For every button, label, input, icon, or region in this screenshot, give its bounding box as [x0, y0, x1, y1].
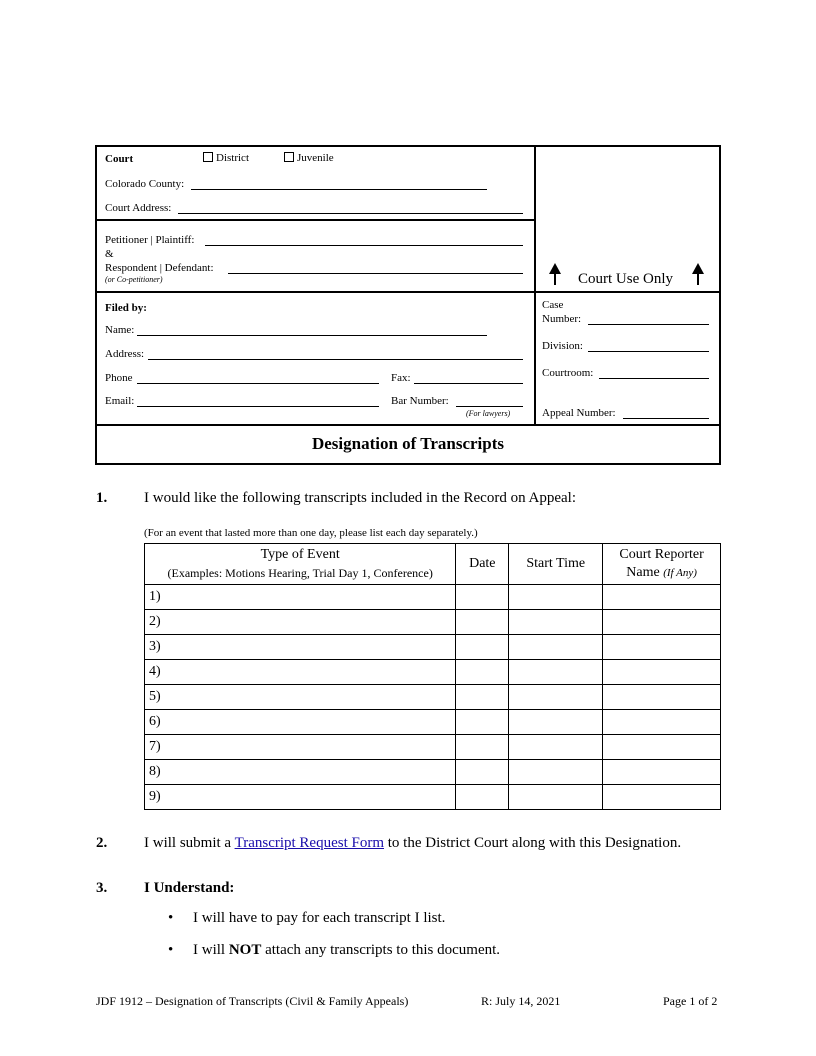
- county-field[interactable]: [191, 189, 487, 190]
- row-label-cell[interactable]: 1): [145, 585, 456, 610]
- district-option[interactable]: [203, 152, 249, 164]
- appeal-number-field[interactable]: [623, 418, 709, 419]
- case-number-label: Number:: [542, 313, 582, 325]
- row-date-cell[interactable]: [456, 610, 509, 635]
- row-label-cell[interactable]: 9): [145, 785, 456, 810]
- name-label: Name:: [105, 324, 135, 336]
- table-row: [145, 660, 721, 685]
- juvenile-label: Juvenile: [297, 152, 334, 164]
- copetitioner-note: (or Co-petitioner): [105, 275, 163, 284]
- bullet-2-emphasis: NOT: [228, 942, 262, 958]
- court-address-label: Court Address:: [105, 202, 172, 214]
- col-type-label: Type of Event: [260, 547, 340, 562]
- case-number-field[interactable]: [588, 324, 709, 325]
- row-label-cell[interactable]: 5): [145, 685, 456, 710]
- respondent-field[interactable]: [228, 273, 523, 274]
- case-caption-box: [95, 145, 721, 465]
- email-label: Email:: [105, 395, 135, 407]
- up-arrow-icon: [691, 263, 705, 285]
- row-date-cell[interactable]: [456, 660, 509, 685]
- row-date-cell[interactable]: [456, 710, 509, 735]
- col-reporter-name: Name: [626, 565, 660, 580]
- fax-field[interactable]: [414, 383, 523, 384]
- courtroom-label: Courtroom:: [542, 367, 594, 379]
- row-reporter-cell[interactable]: [603, 585, 721, 610]
- row-date-cell[interactable]: [456, 785, 509, 810]
- table-row: [145, 585, 721, 610]
- district-label: District: [216, 152, 249, 164]
- col-type-examples: (Examples: Motions Hearing, Trial Day 1, Conference): [167, 566, 433, 580]
- row-start-time-cell[interactable]: [509, 710, 603, 735]
- table-row: [145, 710, 721, 735]
- row-start-time-cell[interactable]: [509, 735, 603, 760]
- row-label-cell[interactable]: 2): [145, 610, 456, 635]
- up-arrow-icon: [548, 263, 562, 285]
- table-header-row: [145, 544, 721, 585]
- section-1-text: I would like the following transcripts included in the Record on Appeal:: [144, 490, 576, 506]
- bullet-1-text: I will have to pay for each transcript I list.: [193, 910, 446, 926]
- row-reporter-cell[interactable]: [603, 685, 721, 710]
- court-use-only-label: Court Use Only: [578, 271, 673, 287]
- section-1-number: 1.: [96, 490, 108, 506]
- district-checkbox[interactable]: [203, 152, 213, 162]
- petitioner-field[interactable]: [205, 245, 523, 246]
- table-row: [145, 760, 721, 785]
- form-title: Designation of Transcripts: [311, 434, 505, 453]
- for-lawyers-note: (For lawyers): [466, 409, 511, 418]
- row-reporter-cell[interactable]: [603, 660, 721, 685]
- row-reporter-cell[interactable]: [603, 785, 721, 810]
- court-address-field[interactable]: [178, 213, 523, 214]
- section-1-note: (For an event that lasted more than one day, please list each day separately.): [144, 527, 478, 539]
- bullet-icon: •: [168, 942, 174, 958]
- section-3-heading: I Understand:: [144, 880, 235, 896]
- petitioner-label: Petitioner | Plaintiff:: [105, 234, 195, 246]
- bullet-2-after: attach any transcripts to this document.: [265, 942, 501, 958]
- bullet-2-text: [193, 942, 500, 959]
- row-start-time-cell[interactable]: [509, 760, 603, 785]
- col-start-time: Start Time: [509, 544, 603, 585]
- email-field[interactable]: [137, 406, 379, 407]
- row-start-time-cell[interactable]: [509, 585, 603, 610]
- juvenile-checkbox[interactable]: [284, 152, 294, 162]
- row-label-cell[interactable]: 8): [145, 760, 456, 785]
- row-label-cell[interactable]: 3): [145, 635, 456, 660]
- court-label: Court: [105, 153, 134, 165]
- section-2-before: I will submit a: [144, 835, 232, 851]
- phone-label: Phone: [105, 372, 133, 384]
- case-label: Case: [542, 299, 564, 311]
- row-label-cell[interactable]: 6): [145, 710, 456, 735]
- section-2-after: to the District Court along with this Designation.: [387, 835, 682, 851]
- col-reporter-label: Court Reporter: [619, 547, 704, 562]
- row-start-time-cell[interactable]: [509, 635, 603, 660]
- footer-revision: R: July 14, 2021: [481, 994, 561, 1008]
- col-type-of-event: [145, 544, 456, 585]
- division-label: Division:: [542, 340, 583, 352]
- row-reporter-cell[interactable]: [603, 760, 721, 785]
- section-2-number: 2.: [96, 835, 108, 851]
- row-label-cell[interactable]: 7): [145, 735, 456, 760]
- table-row: [145, 610, 721, 635]
- division-field[interactable]: [588, 351, 709, 352]
- caption-divider-court: [97, 219, 535, 221]
- table-row: [145, 685, 721, 710]
- col-court-reporter: [603, 544, 721, 585]
- caption-vertical-divider: [534, 147, 536, 425]
- row-date-cell[interactable]: [456, 735, 509, 760]
- row-date-cell[interactable]: [456, 635, 509, 660]
- caption-divider-filer: [97, 424, 719, 426]
- row-date-cell[interactable]: [456, 585, 509, 610]
- row-reporter-cell[interactable]: [603, 635, 721, 660]
- section-2-text: [144, 835, 681, 852]
- ampersand: &: [105, 248, 114, 260]
- row-start-time-cell[interactable]: [509, 660, 603, 685]
- row-date-cell[interactable]: [456, 760, 509, 785]
- bullet-icon: •: [168, 910, 174, 926]
- table-row: [145, 635, 721, 660]
- row-start-time-cell[interactable]: [509, 785, 603, 810]
- row-reporter-cell[interactable]: [603, 710, 721, 735]
- transcripts-table: [144, 543, 721, 810]
- juvenile-option[interactable]: [284, 152, 334, 164]
- courtroom-field[interactable]: [599, 378, 709, 379]
- filed-by-label: Filed by:: [105, 302, 147, 314]
- filer-address-label: Address:: [105, 348, 145, 360]
- transcript-request-form-link[interactable]: Transcript Request Form: [234, 835, 385, 851]
- col-date: Date: [456, 544, 509, 585]
- bar-number-field[interactable]: [456, 406, 523, 407]
- row-reporter-cell[interactable]: [603, 735, 721, 760]
- row-reporter-cell[interactable]: [603, 610, 721, 635]
- row-label-cell[interactable]: 4): [145, 660, 456, 685]
- row-start-time-cell[interactable]: [509, 685, 603, 710]
- footer-form-id: JDF 1912 – Designation of Transcripts (Civil & Family Appeals): [96, 994, 409, 1008]
- caption-divider-parties: [97, 291, 719, 293]
- fax-label: Fax:: [391, 372, 411, 384]
- bar-number-label: Bar Number:: [391, 395, 449, 407]
- table-row: [145, 785, 721, 810]
- row-start-time-cell[interactable]: [509, 610, 603, 635]
- col-reporter-note: (If Any): [663, 567, 697, 579]
- respondent-label: Respondent | Defendant:: [105, 262, 214, 274]
- name-field[interactable]: [137, 335, 487, 336]
- filer-address-field[interactable]: [148, 359, 523, 360]
- section-3-number: 3.: [96, 880, 108, 896]
- appeal-number-label: Appeal Number:: [542, 407, 616, 419]
- footer-page-number: Page 1 of 2: [663, 994, 718, 1008]
- row-date-cell[interactable]: [456, 685, 509, 710]
- table-row: [145, 735, 721, 760]
- bullet-2-before: I will: [193, 942, 226, 958]
- county-label: Colorado County:: [105, 178, 185, 190]
- phone-field[interactable]: [137, 383, 379, 384]
